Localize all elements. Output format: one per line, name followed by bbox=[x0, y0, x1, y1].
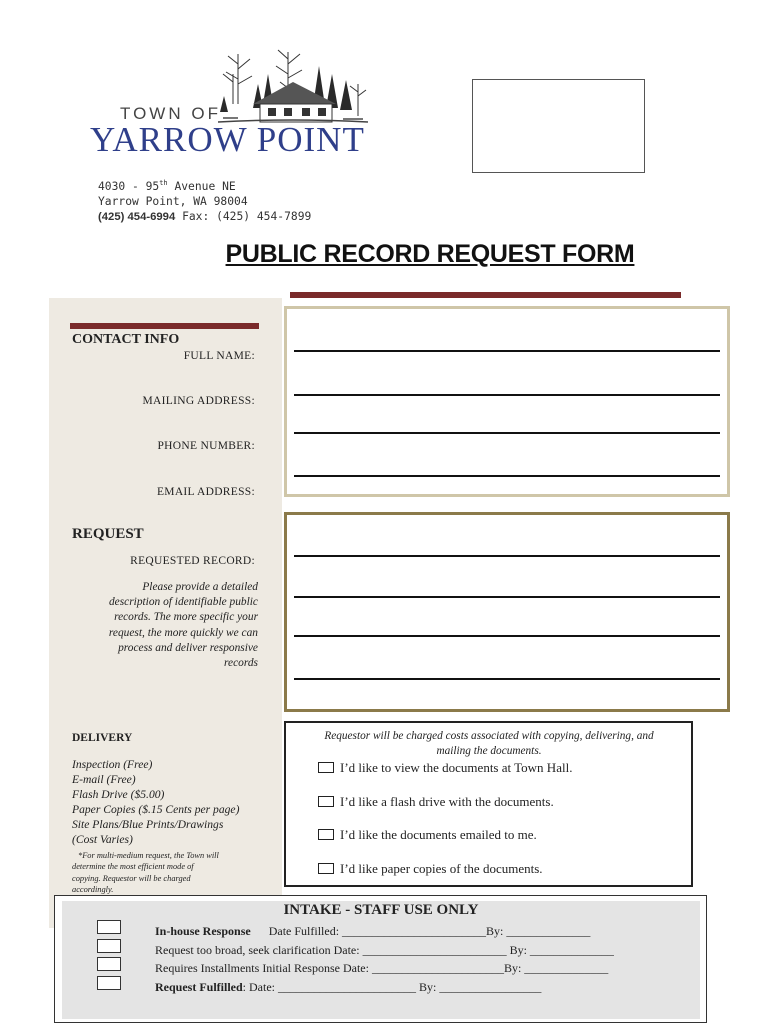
fax-label: Fax: bbox=[175, 209, 217, 223]
option-label: I’d like a flash drive with the documents. bbox=[340, 794, 554, 809]
intake-checkbox-fulfilled[interactable] bbox=[97, 976, 121, 990]
charge-line: Requestor will be charged costs associated with copying, delivering, and bbox=[324, 730, 654, 742]
intake-row-fields: : Date: _______________________ By: _________________ bbox=[242, 980, 542, 994]
instruction-line: request, the more quickly we can bbox=[108, 626, 258, 639]
full-name-field[interactable] bbox=[294, 350, 720, 352]
phone-number: (425) 454-6994 bbox=[98, 210, 176, 223]
requested-record-field-line2[interactable] bbox=[294, 596, 720, 598]
checkbox[interactable] bbox=[318, 762, 334, 773]
intake-row-label: In-house Response bbox=[155, 924, 251, 938]
mailing-address-label: MAILING ADDRESS: bbox=[142, 395, 255, 407]
delivery-item: E-mail (Free) bbox=[72, 773, 136, 787]
delivery-note bbox=[72, 850, 272, 896]
intake-row-fulfilled bbox=[155, 980, 541, 995]
email-address-label: EMAIL ADDRESS: bbox=[156, 486, 255, 498]
address-line1-end: Avenue NE bbox=[167, 179, 236, 193]
option-email[interactable] bbox=[318, 827, 537, 843]
option-label: I’d like paper copies of the documents. bbox=[340, 861, 543, 876]
delivery-item: (Cost Varies) bbox=[72, 833, 133, 847]
note-line: accordingly. bbox=[72, 885, 114, 895]
full-name-label: FULL NAME: bbox=[183, 350, 255, 362]
address-sup: th bbox=[159, 179, 168, 187]
intake-row-label: Request Fulfilled bbox=[155, 980, 243, 994]
instruction-line: records bbox=[224, 657, 258, 670]
delivery-item: Paper Copies ($.15 Cents per page) bbox=[72, 803, 240, 817]
form-title: PUBLIC RECORD REQUEST FORM bbox=[225, 240, 635, 268]
intake-row-installments: Requires Installments Initial Response Date: ______________________By: ______________ bbox=[155, 961, 609, 975]
requested-record-label: REQUESTED RECORD: bbox=[130, 555, 255, 567]
mailing-address-field[interactable] bbox=[294, 394, 720, 396]
sidebar-rule bbox=[70, 323, 259, 329]
requested-record-field-line4[interactable] bbox=[294, 678, 720, 680]
phone-number-field[interactable] bbox=[294, 432, 720, 434]
logo-town-name: YARROW POINT bbox=[90, 120, 365, 159]
intake-row-in-house bbox=[155, 924, 590, 939]
fax-number: (425) 454-7899 bbox=[216, 209, 312, 223]
intake-checkbox-too-broad[interactable] bbox=[97, 939, 121, 953]
intake-checkbox-in-house[interactable] bbox=[97, 920, 121, 934]
checkbox[interactable] bbox=[318, 829, 334, 840]
note-line: *For multi-medium request, the Town will bbox=[78, 851, 219, 860]
request-instructions bbox=[86, 580, 258, 671]
instruction-line: process and deliver responsive bbox=[118, 641, 258, 654]
request-heading: REQUEST bbox=[72, 526, 144, 542]
charge-notice bbox=[296, 729, 682, 759]
title-rule bbox=[290, 292, 681, 298]
option-label: I’d like the documents emailed to me. bbox=[340, 827, 537, 842]
logo-town-of: TOWN OF bbox=[120, 104, 221, 123]
checkbox[interactable] bbox=[318, 796, 334, 807]
intake-row-fields: Date Fulfilled: ________________________By: ______________ bbox=[250, 924, 591, 938]
option-flash-drive[interactable] bbox=[318, 794, 554, 810]
option-paper-copies[interactable] bbox=[318, 861, 543, 877]
contact-info-box bbox=[284, 306, 730, 497]
instruction-line: Please provide a detailed bbox=[142, 581, 258, 593]
delivery-item: Site Plans/Blue Prints/Drawings bbox=[72, 818, 224, 832]
phone-number-label: PHONE NUMBER: bbox=[157, 440, 255, 452]
town-address bbox=[98, 176, 311, 225]
contact-info-heading: CONTACT INFO bbox=[72, 332, 180, 347]
option-label: I’d like to view the documents at Town Hall. bbox=[340, 760, 573, 775]
instruction-line: description of identifiable public bbox=[108, 596, 258, 609]
requested-record-field-line1[interactable] bbox=[294, 555, 720, 557]
checkbox[interactable] bbox=[318, 863, 334, 874]
delivery-item: Flash Drive ($5.00) bbox=[72, 788, 165, 802]
delivery-item: Inspection (Free) bbox=[72, 758, 153, 771]
delivery-price-list bbox=[72, 757, 239, 848]
requested-record-field-line3[interactable] bbox=[294, 635, 720, 637]
intake-row-too-broad: Request too broad, seek clarification Date: ________________________ By: ______________ bbox=[155, 943, 614, 957]
delivery-heading: DELIVERY bbox=[72, 732, 133, 744]
instruction-line: records. The more specific your bbox=[114, 611, 258, 624]
intake-checkbox-installments[interactable] bbox=[97, 957, 121, 971]
charge-line: mailing the documents. bbox=[436, 745, 542, 757]
address-line2: Yarrow Point, WA 98004 bbox=[98, 194, 248, 208]
note-line: copying. Requestor will be charged bbox=[72, 873, 191, 883]
email-address-field[interactable] bbox=[294, 475, 720, 477]
option-view-at-town-hall[interactable] bbox=[318, 760, 572, 776]
note-line: determine the most efficient mode of bbox=[72, 862, 194, 872]
request-box bbox=[284, 512, 730, 712]
address-line1: 4030 - 95 bbox=[98, 179, 160, 193]
intake-title: INTAKE - STAFF USE ONLY bbox=[283, 902, 479, 918]
received-stamp-box bbox=[472, 79, 645, 173]
